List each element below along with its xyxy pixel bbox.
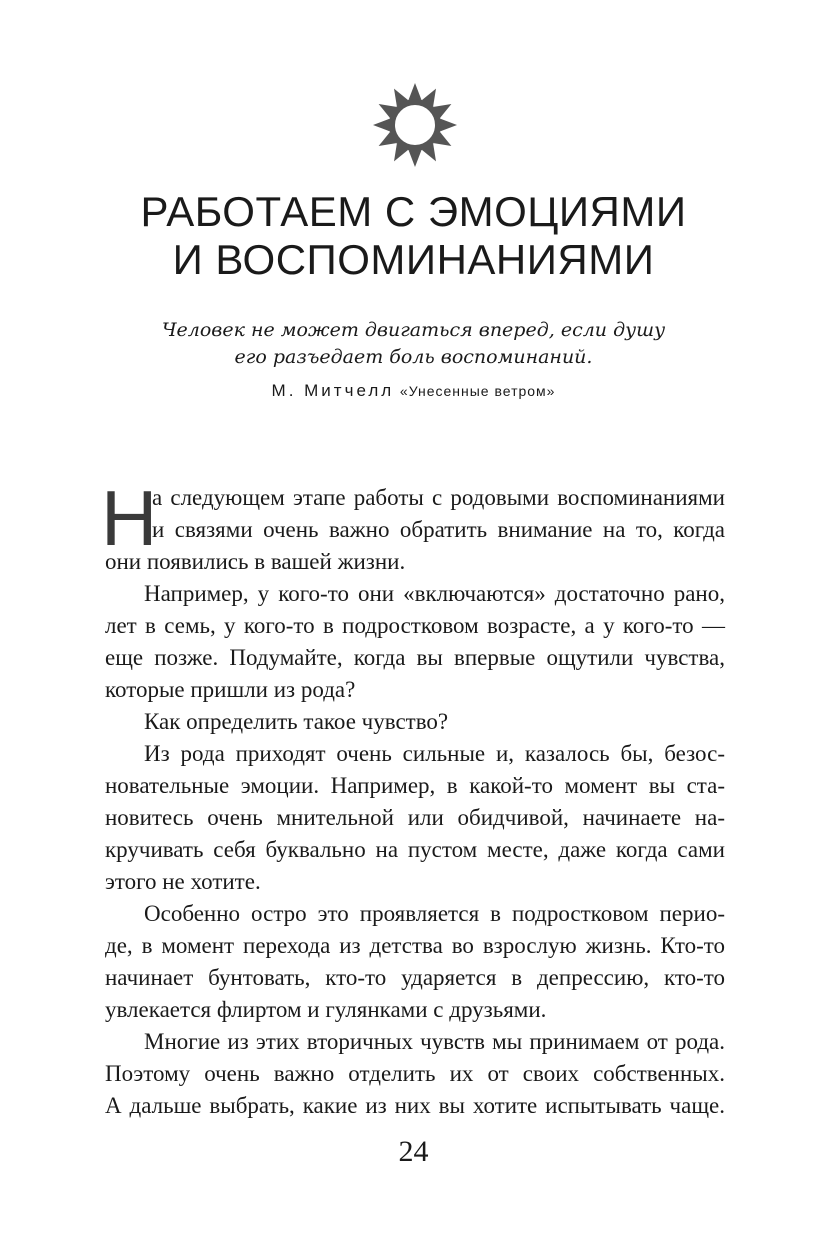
chapter-title-line-2: И ВОСПОМИНАНИЯМИ: [172, 236, 655, 283]
body-line: этого не хотите.: [105, 869, 261, 894]
body-line: новательные эмоции. Например, в какой-то момент вы ста-: [105, 773, 725, 798]
sun-ray: [409, 150, 422, 167]
sun-ray: [409, 83, 422, 100]
body-line: новитесь очень мнительной или обидчивой, начинаете на-: [105, 805, 725, 830]
epigraph-author: М. Митчелл: [271, 381, 395, 400]
page-number: 24: [398, 1135, 429, 1168]
body-line: Из рода приходят очень сильные и, казалось бы, безос-: [144, 741, 725, 766]
body-line: и связями очень важно обратить внимание на то, когда: [152, 517, 725, 542]
body-line: кручивать себя буквально на пустом месте, даже когда сами: [105, 837, 725, 862]
chapter-title-line-1: РАБОТАЕМ С ЭМОЦИЯМИ: [140, 188, 687, 235]
body-line: де, в момент перехода из детства во взрослую жизнь. Кто-то: [105, 933, 725, 958]
body-line: А дальше выбрать, какие из них вы хотите испытывать чаще.: [105, 1093, 725, 1118]
body-line: еще позже. Подумайте, когда вы впервые ощутили чувства,: [105, 645, 725, 670]
body-line: Как определить такое чувство?: [144, 709, 449, 734]
body-line: Поэтому очень важно отделить их от своих собственных.: [105, 1061, 725, 1086]
body-line: которые пришли из рода?: [105, 677, 356, 702]
epigraph-line-2: его разъедает боль воспоминаний.: [234, 346, 593, 368]
body-line: увлекается флиртом и гулянками с друзьями.: [105, 997, 547, 1022]
sun-ray: [373, 119, 390, 132]
body-line: лет в семь, у кого-то в подростковом возрасте, а у кого-то —: [105, 613, 725, 638]
epigraph-work: «Унесенные ветром»: [399, 383, 556, 399]
body-line: начинает бунтовать, кто-то ударяется в депрессию, кто-то: [105, 965, 725, 990]
body-line: они появились в вашей жизни.: [105, 549, 406, 574]
epigraph-attribution: [0, 378, 827, 404]
body-line: Например, у кого-то они «включаются» достаточно рано,: [144, 581, 725, 606]
body-line: Многие из этих вторичных чувств мы принимаем от рода.: [144, 1029, 725, 1054]
drop-cap: Н: [101, 474, 158, 562]
epigraph-line-1: Человек не может двигаться вперед, если душу: [161, 319, 666, 341]
sun-icon: [372, 82, 458, 168]
body-line: Особенно остро это проявляется в подростковом перио-: [144, 901, 725, 926]
body-line: а следующем этапе работы с родовыми воспоминаниями: [152, 485, 725, 510]
sun-ray: [440, 119, 457, 132]
